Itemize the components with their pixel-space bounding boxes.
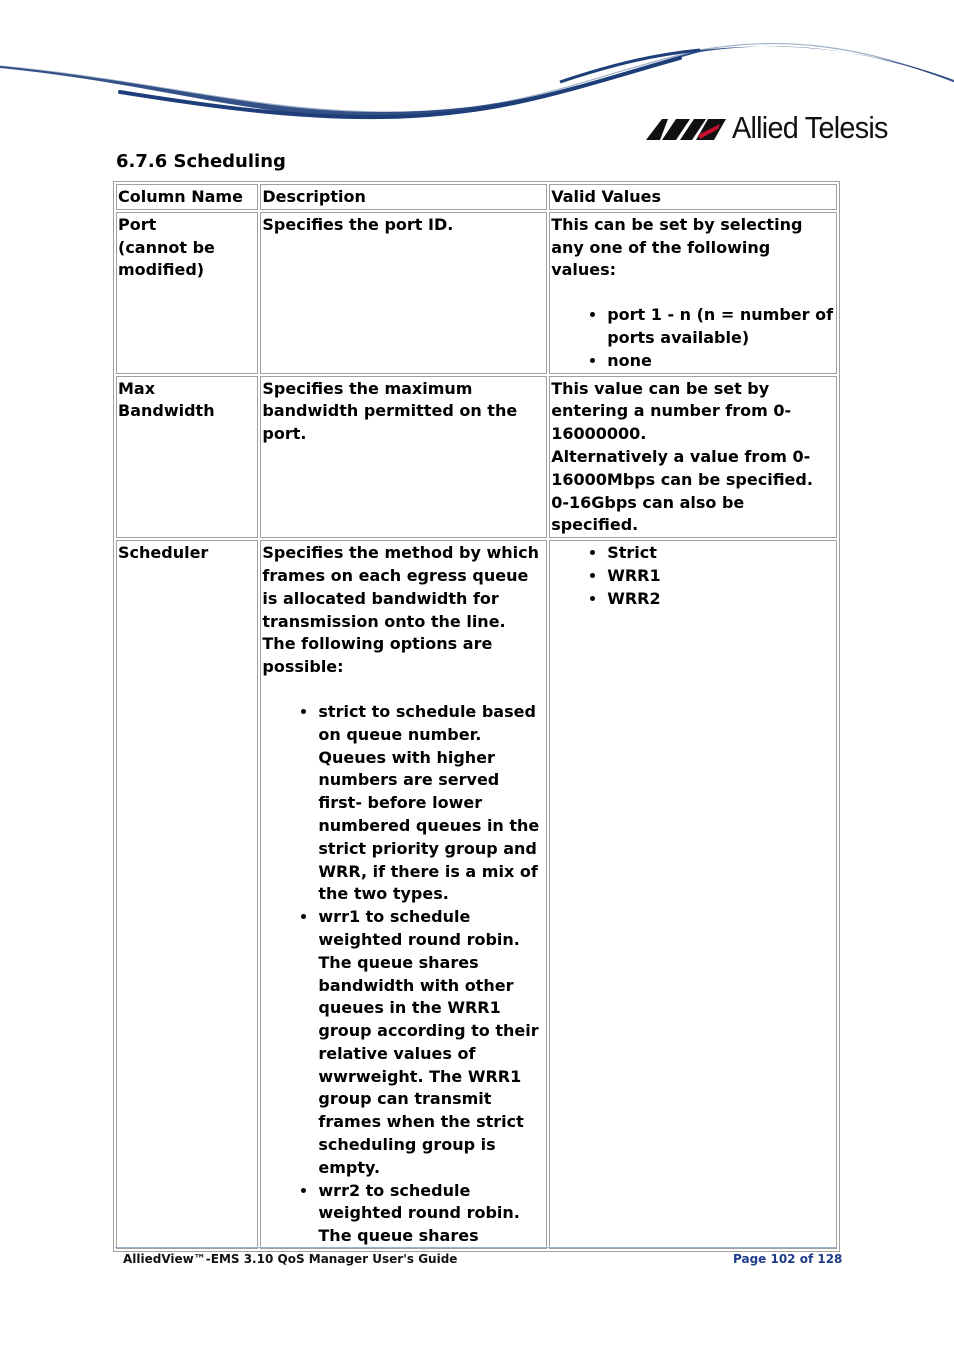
- allied-telesis-logo: [646, 108, 899, 148]
- row-values-cell: [549, 540, 837, 1249]
- table-row: [116, 212, 837, 374]
- options-list: [262, 701, 545, 1248]
- header-valid-values: Valid Values: [549, 184, 837, 210]
- description-text: Specifies the maximum bandwidth permitted on the port.: [262, 378, 518, 444]
- row-name-cell: [116, 540, 258, 1249]
- table-row: [116, 540, 837, 1249]
- list-item: • wrr1 to schedule weighted round robin. The queue shares bandwidth with other queues in the WRR1 group according to their relative values of wwrweight. The WRR1 group can transmit frames when the strict scheduling group is empty.: [318, 906, 545, 1180]
- row-name-cell: [116, 376, 258, 539]
- row-name: Port: [118, 214, 157, 234]
- footer-page-number: Page 102 of 128: [733, 1252, 843, 1266]
- row-name: Max Bandwidth: [118, 378, 215, 421]
- header-description: Description: [260, 184, 547, 210]
- row-name-cell: [116, 212, 258, 374]
- brand-name: Allied Telesis: [732, 110, 888, 145]
- description-text: Specifies the method by which frames on each egress queue is allocated bandwidth for transmission onto the line.: [262, 543, 540, 631]
- row-name: Scheduler: [118, 543, 209, 563]
- table-header-row: [116, 184, 837, 210]
- list-item: • port 1 - n (n = number of ports available): [607, 304, 835, 350]
- header-column-name: Column Name: [116, 184, 258, 210]
- row-name-note: (cannot be modified): [118, 237, 215, 280]
- list-item: • WRR2: [607, 588, 835, 611]
- list-item: • strict to schedule based on queue number. Queues with higher numbers are served first- before lower numbered queues in the strict priority group and WRR, if there is a mix of the two types.: [318, 701, 545, 906]
- row-description-cell: [260, 376, 547, 539]
- description-text: Specifies the port ID.: [262, 214, 454, 234]
- list-item: • WRR1: [607, 565, 835, 588]
- list-item: • none: [607, 350, 835, 373]
- values-text: This value can be set by entering a number from 0-16000000.: [551, 378, 792, 444]
- values-text: This can be set by selecting any one of the following values:: [551, 214, 803, 280]
- footer-divider: [115, 1247, 837, 1248]
- row-values-cell: [549, 376, 837, 539]
- section-title: 6.7.6 Scheduling: [116, 151, 286, 172]
- allied-telesis-logo-mark-icon: [646, 115, 726, 141]
- row-description-cell: [260, 212, 547, 374]
- row-values-cell: [549, 212, 837, 374]
- table-row: [116, 376, 837, 539]
- values-text: Alternatively a value from 0-16000Mbps can be specified.: [551, 446, 813, 489]
- values-text: 0-16Gbps can also be specified.: [551, 492, 745, 535]
- list-item: • Strict: [607, 542, 835, 565]
- description-text: The following options are possible:: [262, 634, 493, 677]
- row-description-cell: [260, 540, 547, 1249]
- footer-document-title: AlliedView™-EMS 3.10 QoS Manager User's Guide: [123, 1252, 458, 1266]
- values-list: [551, 542, 835, 610]
- values-list: [551, 304, 835, 372]
- scheduling-table: [113, 181, 840, 1252]
- list-item: • wrr2 to schedule weighted round robin. The queue shares: [318, 1180, 545, 1248]
